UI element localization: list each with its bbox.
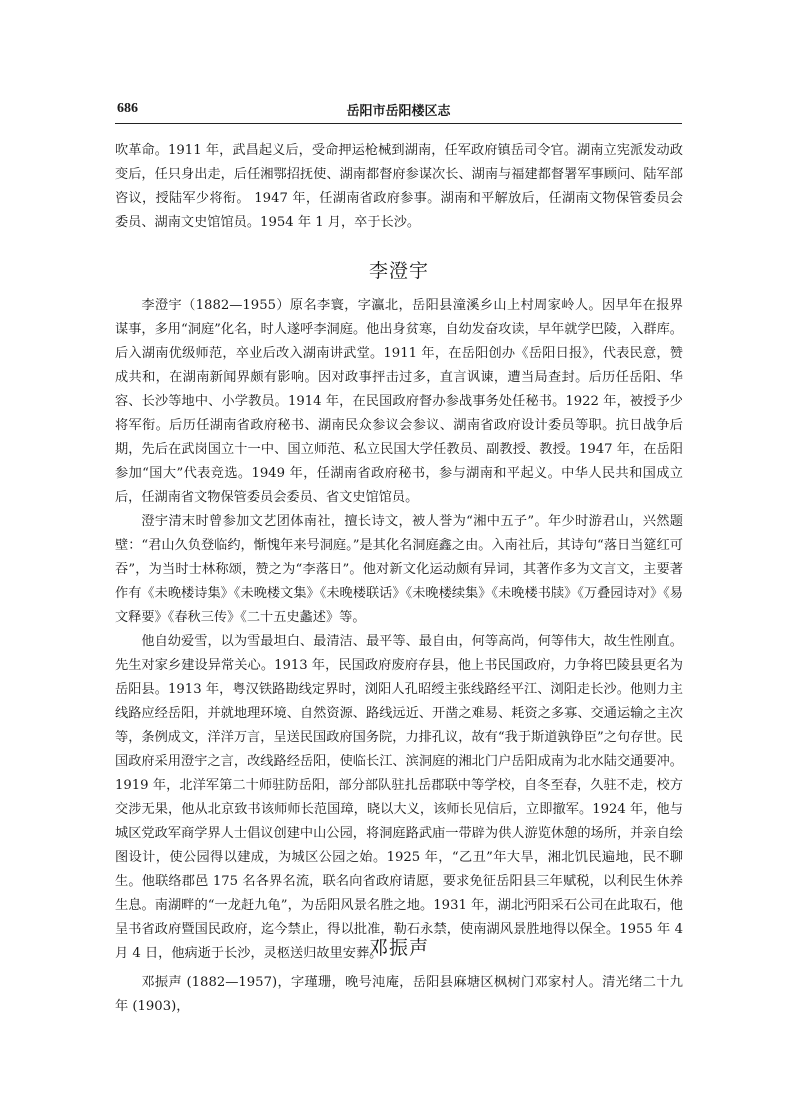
paragraph: 李澄宇（1882—1955）原名李寰，字瀛北，岳阳县潼溪乡山上村周家岭人。因早年在报界谋事，多用“洞庭”化名，时人遂呼李洞庭。他出身贫寒，自幼发奋攻读，早年就学巴陵，入群库。后入湖南优级师范，卒业后改入湖南讲武堂。1911 年，在岳阳创办《岳阳日报》，代表民意，赞成共和，在湖南新闻界颇有影响。因对政事抨击过多，直言讽谏，遭当局查封。后历任岳阳、华容、长沙等地中、小学教员。1914 年，在民国政府督办参战事务处任秘书。1922 年，被授予少将军衔。后历任湖南省政府秘书、湖南民众参议会参议、湖南省政府设计委员等职。抗日战争后期，先后在武岗国立十一中、国立师范、私立民国大学任教员、副教授、教授。1947 年，在岳阳参加“国大”代表竞选。1949 年，任湖南省政府秘书，参与湖南和平起义。中华人民共和国成立后，任湖南省文物保管委员会委员、省文史馆馆员。 bbox=[115, 298, 683, 505]
paragraph: 邓振声 (1882—1957)，字瑾珊，晚号沌庵，岳阳县麻塘区枫树门邓家村人。清光绪二十九年 (1903)， bbox=[115, 975, 683, 1014]
paragraph: 吹革命。1911 年，武昌起义后，受命押运枪械到湖南，任军政府镇岳司令官。湖南立宪派发动政变后，任只身出走，后任湘鄂招抚使、湖南都督府参谋次长、湖南与福建都督署军事顾问、陆军部咨议，授陆军少将衔。 1947 年，任湖南省政府参事。湖南和平解放后，任湖南文物保管委员会委员、湖南文史馆馆员。1954 年 1 月，卒于长沙。 bbox=[115, 143, 683, 230]
biography-deng-zhensheng bbox=[115, 971, 683, 1019]
page-number: 686 bbox=[117, 101, 138, 116]
paragraph: 他自幼爱雪，以为雪最坦白、最清洁、最平等、最自由，何等高尚，何等伟大，故生性刚直。先生对家乡建设异常关心。1913 年，民国政府废府存县，他上书民国政府，力争将巴陵县更名为岳阳县。1913 年，粤汉铁路勘线定界时，浏阳人孔昭绶主张线路经平江、浏阳走长沙。他则力主线路应经岳阳，并就地理环境、自然资源、路线远近、开凿之难易、耗资之多寡、交通运输之主次等，条例成文，洋洋万言，呈送民国政府国务院，力排孔议，故有“我于斯道孰铮臣”之句存世。民国政府采用澄宇之言，改线路经岳阳，使临长江、滨洞庭的湘北门户岳阳成南为北水陆交通要冲。1919 年，北洋军第二十师驻防岳阳，部分部队驻扎岳郡联中等学校，自冬至春，久驻不走，校方交涉无果，他从北京致书该师师长范国璋，晓以大义，该师长见信后，立即撤军。1924 年，他与城区党政军商学界人士倡议创建中山公园，将洞庭路武庙一带辟为供人游览休憩的场所，并亲自绘图设计，使公园得以建成，为城区公园之始。1925 年，“乙丑”年大旱，湘北饥民遍地，民不聊生。他联络郡邑 175 名各界名流，联名向省政府请愿，要求免征岳阳县三年赋税，以利民生休养生息。南湖畔的“一龙赶九龟”，为岳阳风景名胜之地。1931 年，湖北沔阳采石公司在此取石，他呈书省政府暨国民政府，迄今禁止，得以批准，勒石永禁，使南湖风景胜地得以保全。1955 年 4 月 4 日，他病逝于长沙，灵柩送归故里安葬。 bbox=[115, 634, 683, 961]
section-heading-deng-zhensheng: 邓振声 bbox=[368, 937, 429, 959]
continued-biography bbox=[115, 139, 683, 235]
section-heading-li-chengyu: 李澄宇 bbox=[368, 260, 429, 282]
book-title: 岳阳市岳阳楼区志 bbox=[346, 104, 451, 119]
biography-li-chengyu bbox=[115, 294, 683, 966]
page-header bbox=[115, 97, 682, 124]
paragraph: 澄宇清末时曾参加文艺团体南社，擅长诗文，被人誉为“湘中五子”。年少时游君山，兴然题壁：“君山久负登临约，惭愧年来号洞庭。”是其化名洞庭鑫之由。入南社后，其诗句“落日当筵红可吞”，为当时士林称颂，赞之为“李落日”。他对新文化运动颇有异词，其著作多为文言文，主要著作有《未晚楼诗集》《未晚楼文集》《未晚楼联话》《未晚楼续集》《未晚楼书牍》《万叠园诗对》《易文释要》《春秋三传》《二十五史蠡述》等。 bbox=[115, 514, 683, 625]
